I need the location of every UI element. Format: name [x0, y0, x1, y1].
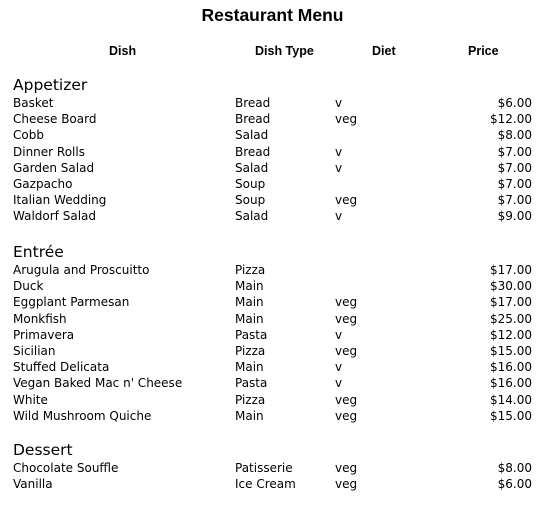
- dish-type: Salad: [235, 128, 269, 143]
- dish-diet: veg: [335, 193, 358, 208]
- dish-price: $15.00: [490, 408, 532, 423]
- dish-name: Chocolate Souffle: [13, 461, 119, 475]
- column-header-price: Price: [468, 44, 499, 58]
- menu-item-row: [13, 95, 543, 111]
- dish-type: Main: [235, 408, 264, 423]
- dish-diet: v: [335, 360, 343, 375]
- dish-diet: v: [335, 209, 343, 224]
- dish-price: $7.00: [497, 176, 532, 191]
- menu-section: [13, 75, 543, 225]
- dish-name: Duck: [13, 279, 44, 294]
- dish-price: $15.00: [490, 343, 532, 358]
- dish-name: Arugula and Proscuitto: [13, 263, 150, 277]
- column-header-diet: Diet: [372, 44, 396, 58]
- dish-name: Primavera: [13, 327, 75, 342]
- menu-item-row: [13, 176, 543, 192]
- dish-diet: veg: [335, 311, 358, 326]
- dish-diet: v: [335, 376, 343, 391]
- dish-name: Eggplant Parmesan: [13, 295, 130, 310]
- dish-type: Pasta: [235, 376, 268, 391]
- menu-item-row: [13, 144, 543, 160]
- dish-type: Bread: [235, 112, 271, 127]
- dish-name: Dinner Rolls: [13, 144, 85, 159]
- dish-type: Patisserie: [235, 461, 293, 475]
- menu-section: [13, 242, 543, 424]
- dish-price: $17.00: [490, 263, 532, 277]
- dish-type: Salad: [235, 209, 269, 224]
- menu-item-row: [13, 392, 543, 408]
- menu-item-row: [13, 327, 543, 343]
- dish-diet: veg: [335, 408, 358, 423]
- dish-price: $14.00: [490, 392, 532, 407]
- menu-section: [13, 440, 543, 492]
- menu-item-row: [13, 476, 543, 492]
- menu-item-row: [13, 111, 543, 127]
- dish-type: Ice Cream: [235, 477, 296, 492]
- dish-diet: v: [335, 160, 343, 175]
- dish-price: $6.00: [497, 96, 532, 110]
- dish-price: $8.00: [497, 461, 532, 475]
- dish-price: $17.00: [490, 295, 532, 310]
- dish-price: $8.00: [497, 128, 532, 143]
- dish-name: Stuffed Delicata: [13, 360, 110, 375]
- menu-item-row: [13, 208, 543, 224]
- dish-price: $12.00: [490, 327, 532, 342]
- dish-diet: v: [335, 327, 343, 342]
- menu-item-row: [13, 294, 543, 310]
- dish-type: Pizza: [235, 263, 266, 277]
- dish-price: $7.00: [497, 193, 532, 208]
- column-header-dish-type: Dish Type: [255, 44, 314, 58]
- dish-type: Bread: [235, 144, 271, 159]
- menu-item-row: [13, 343, 543, 359]
- dish-price: $7.00: [497, 160, 532, 175]
- dish-diet: v: [335, 96, 343, 110]
- dish-price: $9.00: [497, 209, 532, 224]
- dish-name: Wild Mushroom Quiche: [13, 408, 152, 423]
- section-title: Dessert: [13, 441, 73, 459]
- dish-name: White: [13, 392, 48, 407]
- menu-item-row: [13, 311, 543, 327]
- dish-type: Main: [235, 295, 264, 310]
- dish-price: $25.00: [490, 311, 532, 326]
- dish-diet: veg: [335, 461, 358, 475]
- dish-price: $6.00: [497, 477, 532, 492]
- menu-item-row: [13, 192, 543, 208]
- dish-name: Monkfish: [13, 311, 67, 326]
- dish-price: $16.00: [490, 376, 532, 391]
- dish-type: Salad: [235, 160, 269, 175]
- dish-diet: veg: [335, 477, 358, 492]
- dish-price: $7.00: [497, 144, 532, 159]
- menu-item-row: [13, 127, 543, 143]
- menu-item-row: [13, 460, 543, 476]
- dish-type: Main: [235, 360, 264, 375]
- column-header-row: [0, 42, 557, 60]
- dish-diet: veg: [335, 112, 358, 127]
- menu-item-row: [13, 359, 543, 375]
- dish-diet: veg: [335, 295, 358, 310]
- dish-name: Cheese Board: [13, 112, 97, 127]
- dish-type: Pasta: [235, 327, 268, 342]
- dish-type: Pizza: [235, 343, 266, 358]
- dish-name: Cobb: [13, 128, 44, 143]
- menu-item-row: [13, 375, 543, 391]
- dish-diet: v: [335, 144, 343, 159]
- dish-type: Main: [235, 311, 264, 326]
- dish-type: Bread: [235, 96, 271, 110]
- dish-name: Basket: [13, 96, 54, 110]
- dish-type: Soup: [235, 193, 266, 208]
- page-title: Restaurant Menu: [201, 5, 344, 25]
- dish-type: Main: [235, 279, 264, 294]
- menu-item-row: [13, 160, 543, 176]
- dish-name: Italian Wedding: [13, 193, 107, 208]
- column-header-dish: Dish: [109, 44, 137, 58]
- dish-type: Soup: [235, 176, 266, 191]
- dish-name: Vanilla: [13, 477, 53, 492]
- menu-item-row: [13, 408, 543, 424]
- section-title: Appetizer: [13, 76, 88, 94]
- dish-name: Sicilian: [13, 343, 56, 358]
- dish-type: Pizza: [235, 392, 266, 407]
- dish-price: $12.00: [490, 112, 532, 127]
- dish-name: Waldorf Salad: [13, 209, 96, 224]
- dish-diet: veg: [335, 392, 358, 407]
- dish-diet: veg: [335, 343, 358, 358]
- menu-item-row: [13, 278, 543, 294]
- dish-name: Garden Salad: [13, 160, 95, 175]
- dish-name: Vegan Baked Mac n' Cheese: [13, 376, 183, 391]
- dish-name: Gazpacho: [13, 176, 73, 191]
- section-title: Entrée: [13, 243, 64, 261]
- dish-price: $30.00: [490, 279, 532, 294]
- menu-item-row: [13, 262, 543, 278]
- dish-price: $16.00: [490, 360, 532, 375]
